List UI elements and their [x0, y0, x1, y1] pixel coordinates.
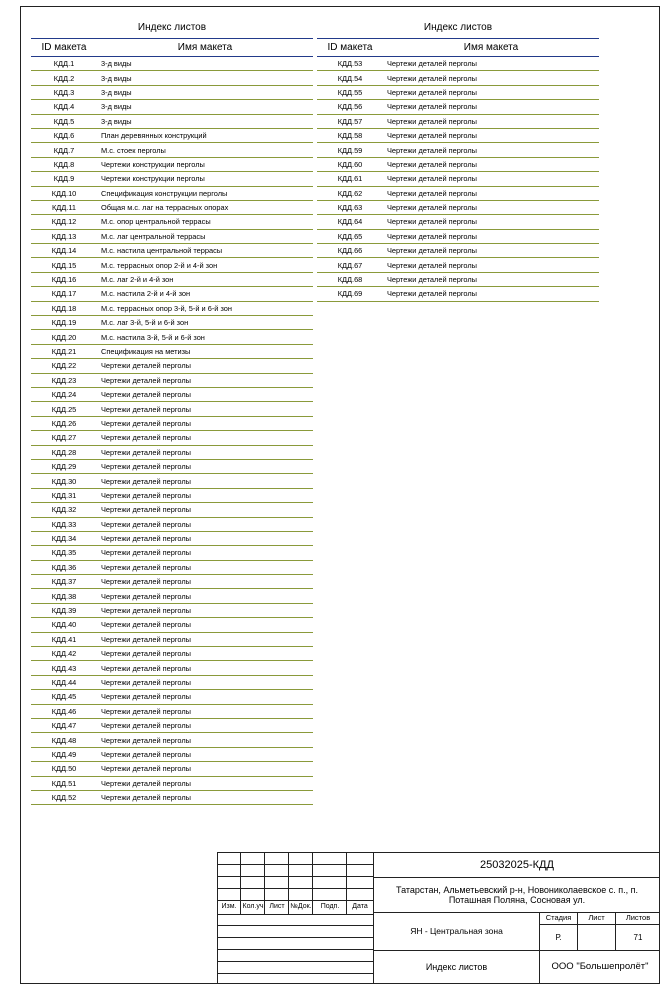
- sheet-name-cell: Чертежи деталей перголы: [97, 603, 313, 617]
- sheet-name-cell: 3-д виды: [97, 71, 313, 85]
- table-row: [31, 690, 313, 704]
- sheet-id: КДД.23: [31, 373, 97, 387]
- sheet-name-cell: Чертежи деталей перголы: [383, 229, 599, 243]
- sheet-name-cell: Чертежи деталей перголы: [97, 675, 313, 689]
- column-header-id: ID макета: [31, 39, 97, 57]
- table-title: Индекс листов: [317, 17, 599, 39]
- sheets-value: 71: [633, 932, 643, 942]
- sheet-id: КДД.52: [31, 790, 97, 804]
- table-row: [31, 790, 313, 804]
- sheet-name-cell: Чертежи деталей перголы: [97, 459, 313, 473]
- table-row: [317, 200, 599, 214]
- table-row: [31, 747, 313, 761]
- table-row: [31, 143, 313, 157]
- table-row: [317, 258, 599, 272]
- sheet-id: КДД.30: [31, 474, 97, 488]
- zone-name: ЯН - Центральная зона: [410, 925, 503, 936]
- sheet-name-cell: Чертежи конструкции перголы: [97, 157, 313, 171]
- sheet-id: КДД.20: [31, 330, 97, 344]
- sheet-id: КДД.8: [31, 157, 97, 171]
- sheet-id: КДД.38: [31, 589, 97, 603]
- sheet-id: КДД.17: [31, 287, 97, 301]
- stage-label: Стадия: [545, 913, 572, 923]
- table-row: [31, 200, 313, 214]
- sheet-name-cell: Чертежи деталей перголы: [97, 690, 313, 704]
- sheet-id: КДД.64: [317, 215, 383, 229]
- sheet-id: КДД.1: [31, 57, 97, 71]
- sheet-id: КДД.67: [317, 258, 383, 272]
- sheet-name-cell: Чертежи деталей перголы: [383, 272, 599, 286]
- table-row: [31, 71, 313, 85]
- sheet-name-cell: Чертежи деталей перголы: [97, 503, 313, 517]
- sheet-id: КДД.55: [317, 85, 383, 99]
- sheet-name-cell: Чертежи деталей перголы: [383, 71, 599, 85]
- table-row: [317, 114, 599, 128]
- table-row: [31, 287, 313, 301]
- sheet-name-cell: М.с. террасных опор 2-й и 4-й зон: [97, 258, 313, 272]
- sheet-name-cell: План деревянных конструкций: [97, 128, 313, 142]
- sheet-id: КДД.18: [31, 301, 97, 315]
- table-row: [31, 733, 313, 747]
- table-row: [31, 301, 313, 315]
- sheet-id: КДД.21: [31, 344, 97, 358]
- sheet-name: Индекс листов: [425, 962, 488, 973]
- sheet-name-cell: Чертежи деталей перголы: [383, 172, 599, 186]
- sheet-id: КДД.47: [31, 718, 97, 732]
- sheet-id: КДД.61: [317, 172, 383, 186]
- sheet-name-cell: Чертежи деталей перголы: [383, 287, 599, 301]
- table-row: [31, 186, 313, 200]
- sheet-id: КДД.58: [317, 128, 383, 142]
- sheet-id: КДД.59: [317, 143, 383, 157]
- table-row: [31, 632, 313, 646]
- sheet-id: КДД.44: [31, 675, 97, 689]
- sheet-id: КДД.11: [31, 200, 97, 214]
- table-row: [31, 603, 313, 617]
- table-row: [31, 546, 313, 560]
- table-row: [31, 675, 313, 689]
- sheet-id: КДД.42: [31, 647, 97, 661]
- sheet-id: КДД.51: [31, 776, 97, 790]
- sheet-id: КДД.22: [31, 359, 97, 373]
- table-row: [31, 762, 313, 776]
- sheet-id: КДД.34: [31, 531, 97, 545]
- sheet-name-cell: Чертежи деталей перголы: [97, 402, 313, 416]
- sheet-id: КДД.6: [31, 128, 97, 142]
- sheet-id: КДД.4: [31, 100, 97, 114]
- table-row: [31, 244, 313, 258]
- sheet-id: КДД.39: [31, 603, 97, 617]
- sheet-name-cell: Спецификация на метизы: [97, 344, 313, 358]
- table-row: [317, 157, 599, 171]
- sheet-id: КДД.35: [31, 546, 97, 560]
- sheet-name-cell: Чертежи деталей перголы: [97, 387, 313, 401]
- sheet-name-cell: Чертежи деталей перголы: [97, 589, 313, 603]
- column-header-name: Имя макета: [383, 39, 599, 57]
- table-row: [31, 387, 313, 401]
- sheet-id: КДД.54: [317, 71, 383, 85]
- sheet-id: КДД.29: [31, 459, 97, 473]
- table-row: [31, 114, 313, 128]
- table-row: [31, 316, 313, 330]
- sheets-label: Листов: [625, 913, 651, 923]
- table-row: [31, 661, 313, 675]
- sheet-name-cell: Чертежи деталей перголы: [97, 546, 313, 560]
- table-row: [317, 128, 599, 142]
- table-row: [317, 57, 599, 71]
- table-row: [31, 445, 313, 459]
- table-row: [31, 575, 313, 589]
- table-row: [31, 560, 313, 574]
- sheet-id: КДД.63: [317, 200, 383, 214]
- sheet-id: КДД.12: [31, 215, 97, 229]
- table-row: [31, 459, 313, 473]
- header-doc-number: №Док.: [290, 903, 312, 911]
- sheet-name-cell: Чертежи деталей перголы: [383, 215, 599, 229]
- table-row: [31, 402, 313, 416]
- sheet-id: КДД.16: [31, 272, 97, 286]
- title-block: [217, 852, 660, 984]
- table-row: [31, 647, 313, 661]
- table-row: [31, 359, 313, 373]
- sheet-name-cell: Спецификация конструкции перголы: [97, 186, 313, 200]
- column-header-id: ID макета: [317, 39, 383, 57]
- sheet-name-cell: Чертежи деталей перголы: [97, 445, 313, 459]
- sheet-name-cell: М.с. лаг 2-й и 4-й зон: [97, 272, 313, 286]
- project-address: Татарстан, Альметьевский р-н, Новониколаевское с. п., п. Поташная Поляна, Сосновая ул.: [395, 884, 638, 905]
- sheet-name-cell: Чертежи деталей перголы: [97, 776, 313, 790]
- sheet-name-cell: Чертежи деталей перголы: [97, 618, 313, 632]
- sheet-id: КДД.15: [31, 258, 97, 272]
- table-row: [31, 503, 313, 517]
- table-row: [31, 157, 313, 171]
- header-izm: Изм.: [221, 903, 237, 911]
- sheet-id: КДД.68: [317, 272, 383, 286]
- sheet-name-cell: М.с. лаг 3-й, 5-й и 6-й зон: [97, 316, 313, 330]
- sheet-id: КДД.27: [31, 431, 97, 445]
- table-row: [31, 373, 313, 387]
- stage-value: Р.: [555, 932, 562, 942]
- table-row: [31, 718, 313, 732]
- header-kol-uch: Кол.уч: [242, 903, 264, 911]
- table-row: [31, 431, 313, 445]
- table-row: [31, 272, 313, 286]
- sheet-name-cell: Чертежи деталей перголы: [97, 647, 313, 661]
- sheet-name-cell: Чертежи деталей перголы: [97, 575, 313, 589]
- sheet-id: КДД.25: [31, 402, 97, 416]
- table-row: [31, 85, 313, 99]
- sheet-id: КДД.45: [31, 690, 97, 704]
- table-row: [31, 589, 313, 603]
- sheet-id: КДД.48: [31, 733, 97, 747]
- table-row: [317, 215, 599, 229]
- sheet-name-cell: Чертежи конструкции перголы: [97, 172, 313, 186]
- sheet-name-cell: Чертежи деталей перголы: [97, 790, 313, 804]
- sheet-id: КДД.53: [317, 57, 383, 71]
- sheet-name-cell: Чертежи деталей перголы: [97, 517, 313, 531]
- table-row: [317, 143, 599, 157]
- sheet-id: КДД.37: [31, 575, 97, 589]
- table-row: [31, 474, 313, 488]
- sheet-name-cell: Чертежи деталей перголы: [97, 373, 313, 387]
- table-row: [31, 416, 313, 430]
- sheet-name-cell: Чертежи деталей перголы: [383, 128, 599, 142]
- sheet-id: КДД.43: [31, 661, 97, 675]
- sheet-name-cell: М.с. террасных опор 3-й, 5-й и 6-й зон: [97, 301, 313, 315]
- table-row: [317, 229, 599, 243]
- sheet-name-cell: М.с. стоек перголы: [97, 143, 313, 157]
- sheet-id: КДД.32: [31, 503, 97, 517]
- table-row: [317, 71, 599, 85]
- sheet-name-cell: Чертежи деталей перголы: [383, 143, 599, 157]
- sheet-id: КДД.3: [31, 85, 97, 99]
- sheet-id: КДД.60: [317, 157, 383, 171]
- document-code: 25032025-КДД: [480, 858, 554, 871]
- header-date: Дата: [352, 903, 368, 911]
- sheet-name-cell: Чертежи деталей перголы: [97, 762, 313, 776]
- sheet-name-cell: 3-д виды: [97, 57, 313, 71]
- sheet-name-cell: Чертежи деталей перголы: [97, 704, 313, 718]
- sheet-name-cell: Чертежи деталей перголы: [383, 114, 599, 128]
- column-header-name: Имя макета: [97, 39, 313, 57]
- sheet-name-cell: 3-д виды: [97, 114, 313, 128]
- header-signature: Подп.: [320, 903, 340, 911]
- sheet-name-cell: Чертежи деталей перголы: [97, 718, 313, 732]
- table-row: [317, 186, 599, 200]
- sheet-id: КДД.36: [31, 560, 97, 574]
- table-row: [31, 100, 313, 114]
- sheet-id: КДД.65: [317, 229, 383, 243]
- sheet-index-table-right: [317, 17, 599, 302]
- table-row: [31, 531, 313, 545]
- table-row: [31, 229, 313, 243]
- sheet-name-cell: Чертежи деталей перголы: [97, 632, 313, 646]
- table-row: [317, 100, 599, 114]
- sheet-name-cell: Чертежи деталей перголы: [97, 747, 313, 761]
- sheet-id: КДД.57: [317, 114, 383, 128]
- sheet-name-cell: Чертежи деталей перголы: [97, 474, 313, 488]
- sheet-name-cell: М.с. настила центральной террасы: [97, 244, 313, 258]
- header-list: Лист: [269, 903, 285, 911]
- table-row: [317, 272, 599, 286]
- sheet-name-cell: Чертежи деталей перголы: [383, 186, 599, 200]
- sheet-name-cell: Чертежи деталей перголы: [383, 244, 599, 258]
- sheet-id: КДД.26: [31, 416, 97, 430]
- table-row: [317, 172, 599, 186]
- sheet-value: [578, 925, 615, 950]
- sheet-id: КДД.33: [31, 517, 97, 531]
- sheet-name-cell: М.с. опор центральной террасы: [97, 215, 313, 229]
- table-row: [317, 287, 599, 301]
- sheet-name-cell: Чертежи деталей перголы: [97, 431, 313, 445]
- sheet-name-cell: М.с. настила 2-й и 4-й зон: [97, 287, 313, 301]
- sheet-name-cell: Чертежи деталей перголы: [383, 100, 599, 114]
- sheet-name-cell: Чертежи деталей перголы: [97, 661, 313, 675]
- sheet-id: КДД.13: [31, 229, 97, 243]
- table-row: [31, 330, 313, 344]
- sheet-id: КДД.41: [31, 632, 97, 646]
- company-name: ООО "Большепролёт": [551, 961, 649, 973]
- sheet-name-cell: 3-д виды: [97, 100, 313, 114]
- sheet-name-cell: Чертежи деталей перголы: [97, 531, 313, 545]
- table-row: [317, 85, 599, 99]
- sheet-name-cell: Чертежи деталей перголы: [97, 359, 313, 373]
- table-title: Индекс листов: [31, 17, 313, 39]
- sheet-id: КДД.50: [31, 762, 97, 776]
- sheet-label: Лист: [588, 913, 605, 923]
- sheet-name-cell: Чертежи деталей перголы: [383, 85, 599, 99]
- sheet-id: КДД.49: [31, 747, 97, 761]
- sheet-id: КДД.14: [31, 244, 97, 258]
- table-row: [31, 344, 313, 358]
- sheet-index-table-left: [31, 17, 313, 805]
- sheet-id: КДД.19: [31, 316, 97, 330]
- sheet-name-cell: Чертежи деталей перголы: [383, 157, 599, 171]
- sheet-id: КДД.5: [31, 114, 97, 128]
- sheet-name-cell: М.с. лаг центральной террасы: [97, 229, 313, 243]
- table-row: [31, 618, 313, 632]
- sheet-name-cell: Чертежи деталей перголы: [97, 416, 313, 430]
- table-row: [31, 704, 313, 718]
- table-row: [31, 258, 313, 272]
- sheet-name-cell: Чертежи деталей перголы: [97, 560, 313, 574]
- sheet-id: КДД.7: [31, 143, 97, 157]
- sheet-id: КДД.56: [317, 100, 383, 114]
- sheet-id: КДД.2: [31, 71, 97, 85]
- table-row: [31, 215, 313, 229]
- table-row: [31, 128, 313, 142]
- sheet-id: КДД.69: [317, 287, 383, 301]
- sheet-name-cell: 3-д виды: [97, 85, 313, 99]
- sheet-name-cell: Чертежи деталей перголы: [383, 57, 599, 71]
- sheet-name-cell: М.с. настила 3-й, 5-й и 6-й зон: [97, 330, 313, 344]
- sheet-id: КДД.66: [317, 244, 383, 258]
- table-row: [317, 244, 599, 258]
- sheet-id: КДД.62: [317, 186, 383, 200]
- sheet-id: КДД.31: [31, 488, 97, 502]
- sheet-id: КДД.10: [31, 186, 97, 200]
- sheet-id: КДД.40: [31, 618, 97, 632]
- table-row: [31, 57, 313, 71]
- sheet-name-cell: Чертежи деталей перголы: [383, 200, 599, 214]
- table-row: [31, 776, 313, 790]
- sheet-name-cell: Общая м.с. лаг на террасных опорах: [97, 200, 313, 214]
- table-row: [31, 172, 313, 186]
- table-row: [31, 517, 313, 531]
- sheet-name-cell: Чертежи деталей перголы: [97, 488, 313, 502]
- table-row: [31, 488, 313, 502]
- sheet-name-cell: Чертежи деталей перголы: [97, 733, 313, 747]
- sheet-id: КДД.46: [31, 704, 97, 718]
- sheet-name-cell: Чертежи деталей перголы: [383, 258, 599, 272]
- sheet-id: КДД.9: [31, 172, 97, 186]
- sheet-id: КДД.28: [31, 445, 97, 459]
- sheet-id: КДД.24: [31, 387, 97, 401]
